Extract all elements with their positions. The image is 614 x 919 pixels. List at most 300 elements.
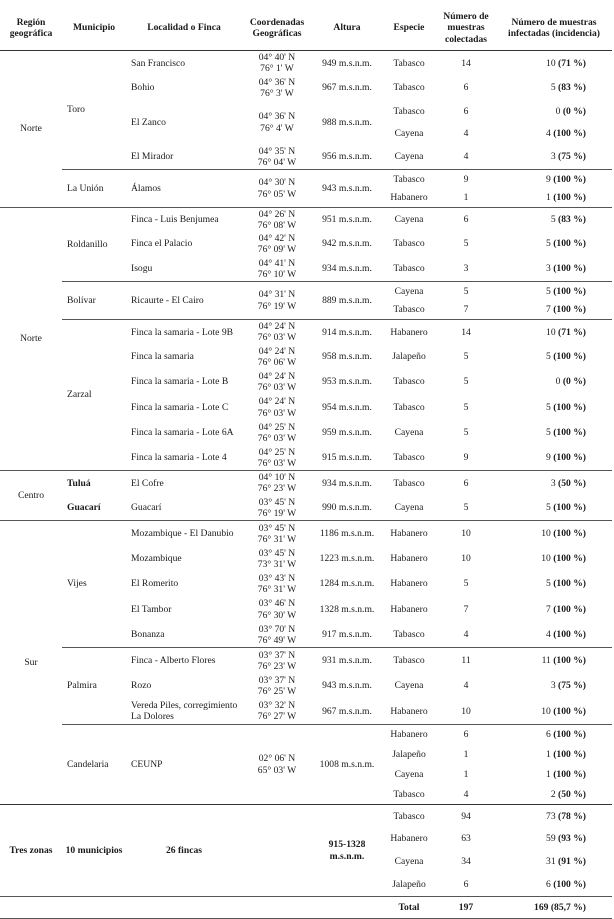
coord-cell — [242, 547, 312, 572]
coord-lat: 03° 45' N — [258, 547, 296, 559]
colectadas-cell: 94 — [436, 805, 496, 828]
region-cell: Norte — [0, 51, 62, 208]
coord-lat: 04° 36' N — [258, 76, 296, 88]
table-row — [0, 208, 612, 232]
especie-cell: Cayena — [394, 856, 424, 868]
localidad-cell: Finca la samaria - Lote 9B — [126, 320, 242, 345]
coord-cell — [242, 345, 312, 370]
infectadas-count: 9 — [546, 452, 551, 464]
colectadas-cell: 5 — [463, 401, 469, 413]
coord-cell — [242, 320, 312, 345]
incidencia-pct: (83 %) — [558, 82, 586, 94]
coord-lat: 02° 06' N — [258, 753, 296, 765]
incidencia-pct: (50 %) — [558, 788, 586, 800]
altura-cell: 1186 m.s.n.m. — [312, 521, 382, 547]
especie-cell: Tabasco — [382, 648, 436, 674]
infectadas-count: 10 — [546, 57, 556, 69]
incidencia-pct: (100 %) — [553, 427, 586, 439]
municipio-cell: Candelaria — [62, 725, 126, 805]
localidad-cell: Ricaurte - El Cairo — [126, 282, 242, 320]
summary-altura: 915-1328 m.s.n.m. — [312, 805, 382, 897]
infectadas-count: 10 — [541, 705, 551, 717]
municipio-cell: Tuluá — [62, 471, 126, 496]
localidad-cell: Guacarí — [131, 502, 162, 514]
region-cell: Norte — [0, 208, 62, 471]
coord-cell — [242, 597, 312, 623]
coord-cell — [242, 521, 312, 547]
incidencia-pct: (75 %) — [558, 151, 586, 163]
infectadas-count: 3 — [550, 151, 556, 163]
especie-cell: Tabasco — [382, 51, 436, 76]
incidencia-pct: (100 %) — [553, 729, 586, 741]
infectadas-count: 4 — [546, 629, 551, 641]
localidad-cell: Finca la samaria - Lote B — [131, 376, 229, 388]
coord-lon: 76° 03' W — [257, 332, 297, 344]
coord-lon: 65° 03' W — [257, 764, 297, 776]
infectadas-cell — [496, 320, 612, 345]
localidad-cell: Finca - Luis Benjumea — [126, 208, 242, 232]
incidencia-pct: (100 %) — [553, 127, 586, 139]
altura-cell: 914 m.s.n.m. — [312, 320, 382, 345]
localidad-cell: Isogu — [131, 263, 153, 275]
municipio-cell: Palmira — [62, 648, 126, 725]
infectadas-cell — [496, 123, 612, 145]
localidad-cell: El Romerito — [131, 578, 179, 590]
coord-cell — [242, 145, 312, 170]
coord-lat: 04° 24' N — [258, 345, 296, 357]
coord-lat: 04° 24' N — [258, 396, 296, 408]
infectadas-cell — [496, 395, 612, 421]
coord-lon: 76° 31' W — [257, 533, 297, 545]
coord-cell — [242, 395, 312, 421]
colectadas-cell: 4 — [463, 151, 469, 163]
especie-cell: Tabasco — [393, 105, 425, 117]
infectadas-count: 5 — [550, 82, 556, 94]
coord-lon: 76° 25' W — [257, 686, 297, 697]
coord-lon: 76° 30' W — [257, 609, 297, 621]
coord-lat: 03° 46' N — [258, 598, 296, 610]
infectadas-cell — [496, 521, 612, 547]
coord-lon: 76° 03' W — [257, 382, 297, 393]
incidencia-pct: (93 %) — [558, 833, 586, 845]
coord-lon: 76° 06' W — [257, 357, 297, 368]
localidad-cell: Finca la samaria - Lote 4 — [131, 452, 227, 464]
altura-cell: 934 m.s.n.m. — [322, 263, 372, 275]
altura-cell: 949 m.s.n.m. — [312, 51, 382, 76]
incidencia-pct: (100 %) — [553, 629, 586, 641]
incidencia-pct: (83 %) — [558, 214, 586, 226]
colectadas-cell: 11 — [436, 648, 496, 674]
especie-cell: Cayena — [394, 768, 424, 780]
colectadas-cell: 4 — [463, 629, 469, 641]
especie-cell: Jalapeño — [392, 748, 426, 760]
incidencia-pct: (100 %) — [553, 452, 586, 464]
altura-cell: 1223 m.s.n.m. — [319, 553, 375, 565]
especie-cell: Cayena — [394, 151, 424, 163]
table-row — [0, 170, 612, 189]
header-altura: Altura — [312, 6, 382, 51]
especie-cell: Tabasco — [393, 452, 425, 464]
header-region: Región geográfica — [0, 6, 62, 51]
especie-cell: Cayena — [382, 208, 436, 232]
infectadas-count: 6 — [546, 879, 551, 891]
infectadas-cell — [496, 805, 612, 828]
altura-cell: 934 m.s.n.m. — [312, 471, 382, 496]
infectadas-count: 11 — [541, 655, 551, 667]
altura-cell: 1328 m.s.n.m. — [319, 603, 375, 615]
coord-cell — [242, 257, 312, 282]
incidencia-pct: (100 %) — [553, 238, 586, 250]
summary-region: Tres zonas — [0, 805, 62, 897]
altura-cell: 988 m.s.n.m. — [322, 116, 372, 128]
total-label: Total — [382, 897, 436, 919]
total-incidencia-pct: (85,7 %) — [550, 901, 586, 913]
localidad-cell: Bohio — [131, 82, 155, 94]
altura-cell: 943 m.s.n.m. — [312, 170, 382, 208]
infectadas-cell — [496, 232, 612, 257]
coord-lon: 76° 03' W — [257, 433, 297, 444]
localidad-cell: El Mirador — [131, 151, 174, 163]
coord-lat: 03° 37' N — [258, 674, 296, 686]
colectadas-cell: 6 — [463, 879, 469, 891]
infectadas-cell — [496, 51, 612, 76]
coord-cell — [242, 725, 312, 805]
coord-lon: 76° 31' W — [257, 584, 297, 595]
localidad-cell: San Francisco — [126, 51, 242, 76]
incidencia-pct: (100 %) — [553, 655, 586, 667]
header-infectadas: Número de muestras infectadas (incidencia) — [496, 6, 612, 51]
table-row — [0, 725, 612, 745]
coord-cell — [242, 51, 312, 76]
incidencia-pct: (50 %) — [558, 477, 586, 489]
incidencia-pct: (100 %) — [553, 748, 586, 760]
incidencia-pct: (100 %) — [553, 705, 586, 717]
incidencia-pct: (71 %) — [558, 57, 586, 69]
coord-lat: 04° 41' N — [258, 257, 296, 269]
infectadas-count: 0 — [555, 376, 561, 388]
infectadas-cell — [496, 471, 612, 496]
samples-table — [0, 6, 612, 919]
infectadas-count: 3 — [546, 263, 551, 275]
infectadas-count: 0 — [555, 105, 561, 117]
coord-cell — [242, 421, 312, 446]
localidad-cell: Vereda Piles, corregimiento La Dolores — [131, 700, 238, 723]
infectadas-count: 1 — [546, 192, 551, 204]
especie-cell: Tabasco — [382, 170, 436, 189]
infectadas-cell — [496, 572, 612, 597]
coord-lon: 76° 23' W — [257, 660, 297, 672]
localidad-cell: Rozo — [131, 680, 152, 692]
municipio-cell: Zarzal — [62, 320, 126, 471]
incidencia-pct: (100 %) — [553, 528, 586, 540]
colectadas-cell: 10 — [461, 705, 471, 717]
colectadas-cell: 4 — [463, 680, 469, 692]
header-especie: Especie — [382, 6, 436, 51]
altura-cell: 1284 m.s.n.m. — [319, 578, 375, 590]
incidencia-pct: (78 %) — [558, 810, 586, 822]
table-row — [0, 320, 612, 345]
infectadas-cell — [496, 170, 612, 189]
coord-cell — [242, 446, 312, 471]
localidad-cell: El Tambor — [131, 603, 172, 615]
incidencia-pct: (100 %) — [553, 304, 586, 316]
colectadas-cell: 6 — [463, 82, 469, 94]
coord-lat: 04° 25' N — [258, 446, 296, 458]
table-row — [0, 282, 612, 301]
altura-cell: 959 m.s.n.m. — [322, 427, 372, 439]
localidad-cell: Finca - Alberto Flores — [126, 648, 242, 674]
colectadas-cell: 5 — [463, 578, 469, 590]
infectadas-cell — [496, 785, 612, 805]
infectadas-cell — [496, 828, 612, 851]
especie-cell: Habanero — [382, 725, 436, 745]
altura-cell: 951 m.s.n.m. — [312, 208, 382, 232]
coord-cell — [242, 370, 312, 395]
especie-cell: Tabasco — [393, 629, 425, 641]
municipio-cell: La Unión — [62, 170, 126, 208]
table-row — [0, 521, 612, 547]
header-coordenadas: Coordenadas Geográficas — [242, 6, 312, 51]
municipio-cell: Bolívar — [62, 282, 126, 320]
total-infectadas-count: 169 — [534, 901, 549, 913]
infectadas-cell — [496, 446, 612, 471]
coord-lon: 76° 09' W — [257, 244, 297, 255]
coord-lat: 04° 26' N — [258, 208, 296, 220]
especie-cell: Tabasco — [393, 401, 425, 413]
coord-lon: 76° 08' W — [257, 219, 297, 231]
incidencia-pct: (91 %) — [558, 856, 586, 868]
infectadas-count: 7 — [546, 304, 551, 316]
infectadas-count: 73 — [546, 810, 556, 822]
colectadas-cell: 9 — [463, 452, 469, 464]
infectadas-cell — [496, 874, 612, 897]
especie-cell: Tabasco — [393, 263, 425, 275]
colectadas-cell: 9 — [436, 170, 496, 189]
infectadas-cell — [496, 725, 612, 745]
infectadas-count: 5 — [546, 401, 551, 413]
especie-cell: Tabasco — [382, 805, 436, 828]
coord-lat: 03° 43' N — [258, 572, 296, 584]
localidad-cell: CEUNP — [126, 725, 242, 805]
especie-cell: Cayena — [394, 127, 424, 139]
especie-cell: Tabasco — [382, 471, 436, 496]
infectadas-count: 5 — [546, 285, 551, 297]
colectadas-cell: 7 — [463, 603, 469, 615]
incidencia-pct: (100 %) — [553, 578, 586, 590]
coord-lat: 04° 24' N — [258, 321, 296, 333]
infectadas-count: 5 — [550, 214, 556, 226]
especie-cell: Cayena — [394, 427, 424, 439]
coord-lon: 76° 04' W — [257, 156, 297, 168]
especie-cell: Habanero — [390, 192, 428, 204]
colectadas-cell: 5 — [463, 238, 469, 250]
localidad-cell: El Cofre — [126, 471, 242, 496]
infectadas-cell — [496, 282, 612, 301]
infectadas-cell — [496, 421, 612, 446]
infectadas-cell — [496, 765, 612, 785]
incidencia-pct: (100 %) — [553, 553, 586, 565]
infectadas-cell — [496, 745, 612, 765]
infectadas-cell — [496, 648, 612, 674]
colectadas-cell: 5 — [463, 427, 469, 439]
coord-lat: 04° 24' N — [258, 370, 296, 382]
colectadas-cell: 6 — [463, 105, 469, 117]
summary-coord-empty — [242, 805, 312, 897]
colectadas-cell: 10 — [461, 553, 471, 565]
coord-lon: 76° 19' W — [257, 300, 297, 312]
altura-cell: 956 m.s.n.m. — [322, 151, 372, 163]
coord-cell — [242, 76, 312, 101]
altura-cell: 958 m.s.n.m. — [322, 351, 372, 363]
infectadas-cell — [496, 301, 612, 320]
colectadas-cell: 3 — [463, 263, 469, 275]
incidencia-pct: (75 %) — [558, 680, 586, 692]
incidencia-pct: (100 %) — [553, 285, 586, 297]
coord-lat: 04° 42' N — [258, 232, 296, 244]
colectadas-cell: 10 — [436, 521, 496, 547]
table-header-row — [0, 6, 612, 51]
infectadas-cell — [496, 189, 612, 208]
header-municipio: Municipio — [62, 6, 126, 51]
localidad-cell: Mozambique - El Danubio — [126, 521, 242, 547]
coord-lat: 04° 40' N — [258, 52, 296, 64]
region-cell: Sur — [0, 521, 62, 805]
infectadas-cell — [496, 76, 612, 101]
coord-lon: 76° 10' W — [257, 268, 297, 280]
region-cell: Centro — [0, 471, 62, 521]
incidencia-pct: (100 %) — [553, 401, 586, 413]
infectadas-count: 5 — [546, 427, 551, 439]
incidencia-pct: (0 %) — [562, 376, 586, 388]
especie-cell: Jalapeño — [392, 879, 426, 891]
header-localidad: Localidad o Finca — [126, 6, 242, 51]
municipio-cell: Vijes — [62, 521, 126, 648]
infectadas-cell — [496, 623, 612, 648]
localidad-cell: El Zanco — [131, 116, 166, 128]
altura-cell: 967 m.s.n.m. — [322, 82, 372, 94]
incidencia-pct: (100 %) — [553, 263, 586, 275]
especie-cell: Habanero — [390, 833, 428, 845]
coord-lon: 76° 05' W — [257, 188, 297, 200]
infectadas-count: 1 — [546, 768, 551, 780]
coord-lat: 04° 31' N — [258, 289, 296, 301]
localidad-cell: Bonanza — [131, 629, 165, 641]
incidencia-pct: (100 %) — [553, 603, 586, 615]
infectadas-cell — [496, 370, 612, 395]
especie-cell: Tabasco — [393, 82, 425, 94]
infectadas-count: 3 — [550, 680, 556, 692]
coord-lon: 76° 23' W — [257, 483, 297, 495]
infectadas-cell — [496, 345, 612, 370]
especie-cell: Cayena — [394, 502, 424, 514]
coord-lon: 76° 4' W — [260, 122, 294, 134]
infectadas-count: 59 — [546, 833, 556, 845]
summary-row — [0, 805, 612, 828]
coord-lon: 76° 03' W — [257, 457, 297, 469]
incidencia-pct: (100 %) — [553, 173, 586, 185]
coord-cell — [242, 170, 312, 208]
infectadas-cell — [496, 145, 612, 170]
summary-fincas: 26 fincas — [126, 805, 242, 897]
especie-cell: Tabasco — [393, 788, 425, 800]
localidad-cell: Finca el Palacio — [131, 238, 193, 250]
coord-lat: 04° 25' N — [258, 421, 296, 433]
table-row — [0, 471, 612, 496]
colectadas-cell: 1 — [463, 192, 469, 204]
especie-cell: Habanero — [390, 705, 428, 717]
altura-cell: 967 m.s.n.m. — [322, 705, 372, 717]
coord-cell — [242, 232, 312, 257]
infectadas-count: 1 — [546, 748, 551, 760]
colectadas-cell: 5 — [436, 282, 496, 301]
infectadas-count: 10 — [541, 528, 551, 540]
localidad-cell: Finca la samaria — [131, 351, 194, 363]
coord-cell — [242, 101, 312, 145]
coord-lat: 03° 37' N — [258, 649, 296, 661]
altura-cell: 953 m.s.n.m. — [322, 376, 372, 388]
coord-lon: 76° 49' W — [257, 634, 297, 646]
localidad-cell: Álamos — [126, 170, 242, 208]
infectadas-cell — [496, 208, 612, 232]
altura-cell: 889 m.s.n.m. — [312, 282, 382, 320]
infectadas-count: 9 — [546, 173, 551, 185]
infectadas-cell — [496, 496, 612, 521]
colectadas-cell: 4 — [463, 127, 469, 139]
coord-cell — [242, 471, 312, 496]
coord-cell — [242, 282, 312, 320]
coord-cell — [242, 674, 312, 699]
infectadas-count: 10 — [541, 553, 551, 565]
coord-lat: 04° 36' N — [258, 111, 296, 123]
infectadas-cell — [496, 674, 612, 699]
altura-cell: 915 m.s.n.m. — [322, 452, 372, 464]
incidencia-pct: (100 %) — [553, 192, 586, 204]
colectadas-cell: 6 — [436, 725, 496, 745]
table-row — [0, 496, 612, 521]
especie-cell: Cayena — [394, 680, 424, 692]
infectadas-count: 4 — [546, 127, 551, 139]
infectadas-count: 31 — [546, 856, 556, 868]
coord-cell — [242, 208, 312, 232]
altura-cell: 942 m.s.n.m. — [322, 238, 372, 250]
summary-municipios: 10 municipios — [62, 805, 126, 897]
altura-cell: 943 m.s.n.m. — [322, 680, 372, 692]
coord-lon: 76° 1' W — [260, 63, 294, 75]
colectadas-cell: 5 — [463, 502, 469, 514]
localidad-cell: Finca la samaria - Lote 6A — [131, 427, 234, 439]
infectadas-cell — [496, 699, 612, 725]
especie-cell: Jalapeño — [392, 351, 426, 363]
coord-lat: 04° 30' N — [258, 177, 296, 189]
incidencia-pct: (0 %) — [562, 105, 586, 117]
table-row — [0, 51, 612, 76]
especie-cell: Tabasco — [393, 376, 425, 388]
localidad-cell: Finca la samaria - Lote C — [131, 401, 229, 413]
incidencia-pct: (100 %) — [553, 768, 586, 780]
coord-lat: 03° 45' N — [258, 522, 296, 534]
colectadas-cell: 34 — [461, 856, 471, 868]
colectadas-cell: 7 — [463, 304, 469, 316]
coord-lon: 76° 19' W — [257, 507, 297, 519]
coord-lat: 04° 10' N — [258, 472, 296, 484]
infectadas-cell — [496, 547, 612, 572]
infectadas-count: 2 — [550, 788, 556, 800]
colectadas-cell: 6 — [436, 208, 496, 232]
especie-cell: Tabasco — [393, 238, 425, 250]
infectadas-count: 5 — [546, 502, 551, 514]
especie-cell: Cayena — [382, 282, 436, 301]
coord-cell — [242, 699, 312, 725]
